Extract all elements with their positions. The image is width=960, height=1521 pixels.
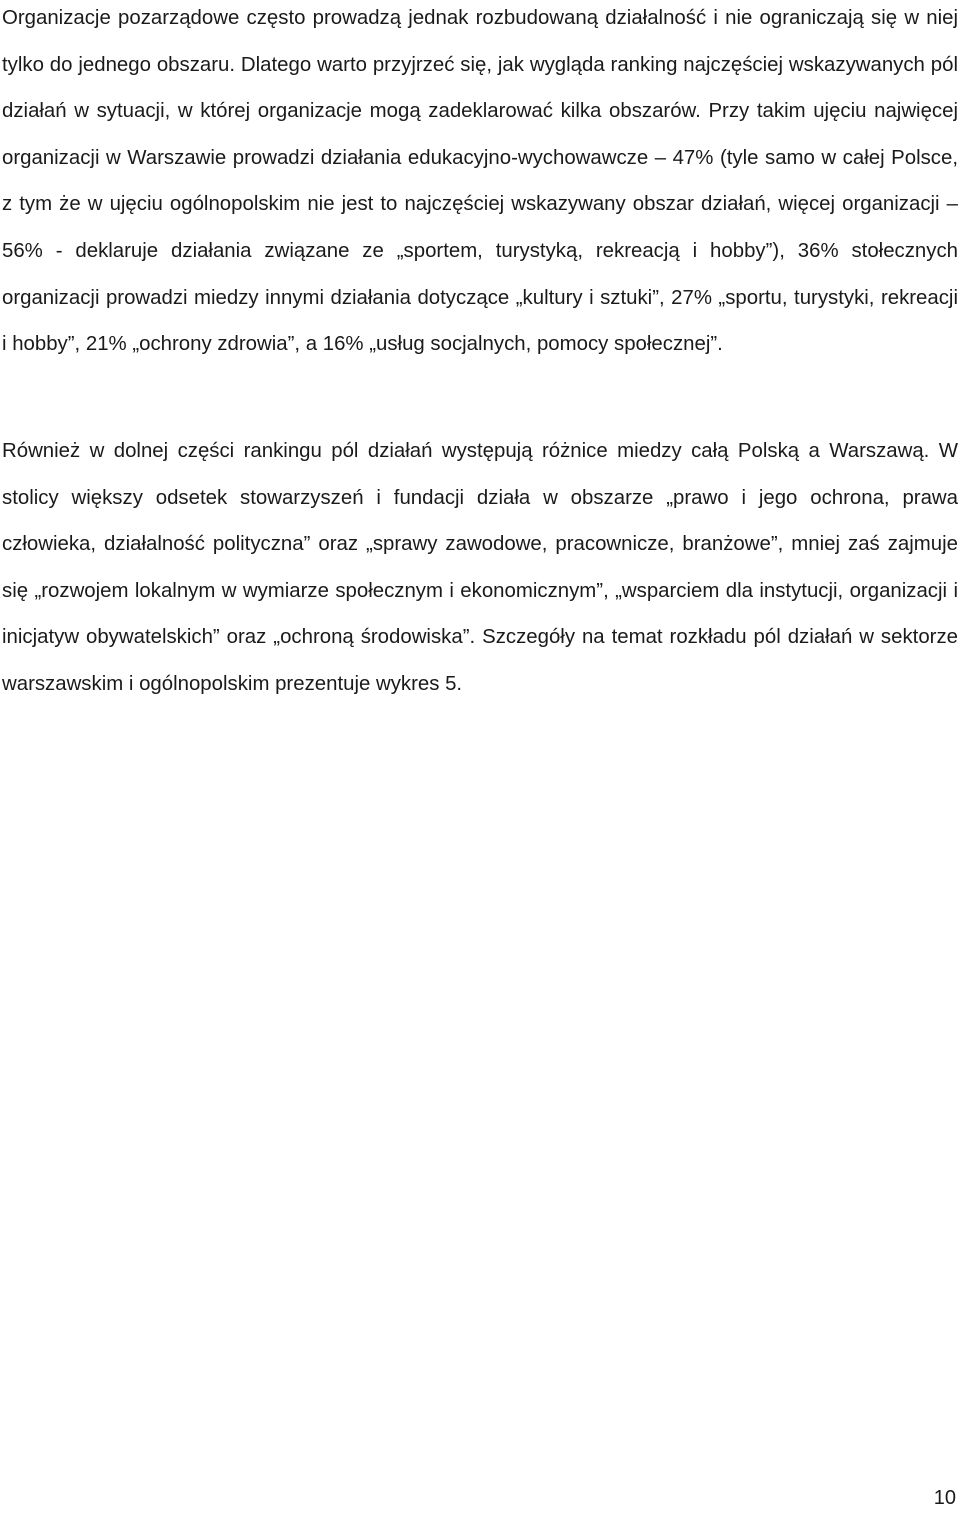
- page-number: 10: [933, 1487, 956, 1509]
- paragraph-ranking-differences: Również w dolnej części rankingu pól działań występują różnice miedzy całą Polską a Warszawą. W stolicy większy odsetek stowarzyszeń i fundacji działa w obszarze „prawo i jego ochrona, prawa człowieka, działalność polityczna” oraz „sprawy zawodowe, pracownicze, branżowe”, mniej zaś zajmuje się „rozwojem lokalnym w wymiarze społecznym i ekonomicznym”, „wsparciem dla instytucji, organizacji i inicjatyw obywatelskich” oraz „ochroną środowiska”. Szczegóły na temat rozkładu pól działań w sektorze warszawskim i ogólnopolskim prezentuje wykres 5.: [2, 440, 958, 695]
- paragraph-activity-areas: Organizacje pozarządowe często prowadzą jednak rozbudowaną działalność i nie ograniczają się w niej tylko do jednego obszaru. Dlatego warto przyjrzeć się, jak wygląda ranking najczęściej wskazywanych pól działań w sytuacji, w której organizacje mogą zadeklarować kilka obszarów. Przy takim ujęciu najwięcej organizacji w Warszawie prowadzi działania edukacyjno-wychowawcze – 47% (tyle samo w całej Polsce, z tym że w ujęciu ogólnopolskim nie jest to najczęściej wskazywany obszar działań, więcej organizacji – 56% - deklaruje działania związane ze „sportem, turystyką, rekreacją i hobby”), 36% stołecznych organizacji prowadzi miedzy innymi działania dotyczące „kultury i sztuki”, 27% „sportu, turystyki, rekreacji i hobby”, 21% „ochrony zdrowia”, a 16% „usług socjalnych, pomocy społecznej”.: [2, 7, 958, 356]
